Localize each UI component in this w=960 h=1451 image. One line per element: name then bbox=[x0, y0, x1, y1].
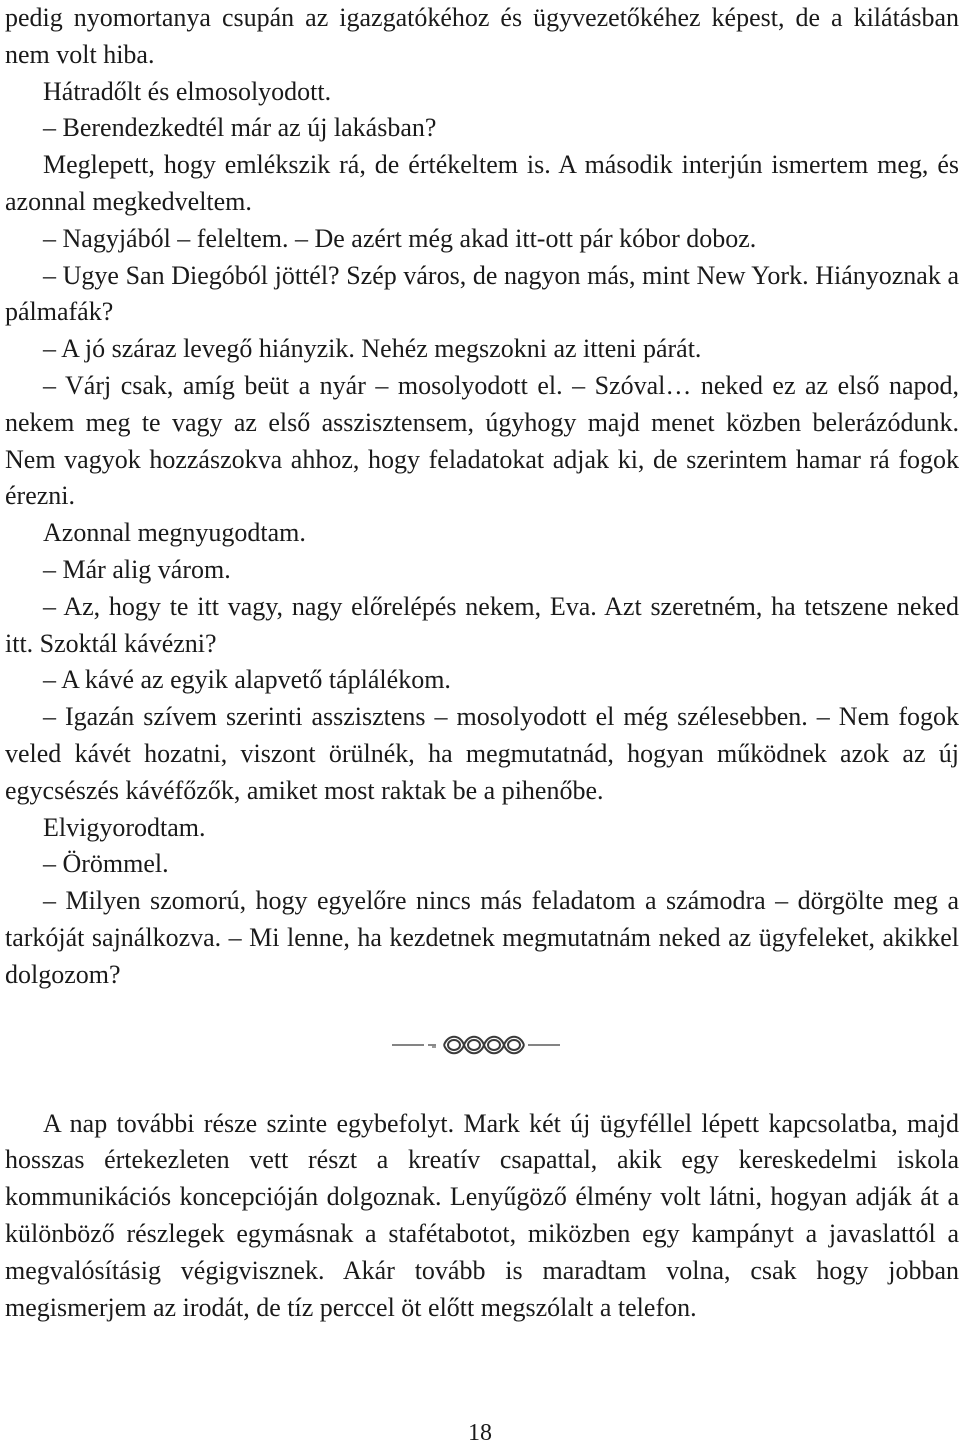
text-block-top bbox=[5, 0, 959, 994]
paragraph: – A jó száraz levegő hiányzik. Nehéz megszokni az itteni párát. bbox=[43, 334, 702, 364]
text-block-bottom bbox=[5, 1106, 959, 1327]
paragraph: – Örömmel. bbox=[43, 849, 169, 879]
paragraph: – Nagyjából – feleltem. – De azért még akad itt-ott pár kóbor doboz. bbox=[43, 223, 757, 253]
section-divider bbox=[5, 998, 959, 1088]
paragraph: – Már alig várom. bbox=[43, 554, 231, 584]
scroll-ornament-icon bbox=[392, 1028, 572, 1058]
page-number: 18 bbox=[468, 1420, 492, 1446]
paragraph: – A kávé az egyik alapvető táplálékom. bbox=[43, 665, 451, 695]
paragraph: – Az, hogy te itt vagy, nagy előrelépés nekem, Eva. Azt szeretném, ha tetszene neked itt. Szoktál kávézni? bbox=[5, 591, 959, 658]
paragraph: – Várj csak, amíg beüt a nyár – mosolyodott el. – Szóval… neked ez az első napod, nekem meg te vagy az első asszisztensem, úgyhogy majd menet közben belerázódunk. Nem vagyok hozzászokva ahhoz, hogy feladatokat adjak ki, de szerintem hamar rá fogok érezni. bbox=[5, 370, 959, 511]
paragraph: Meglepett, hogy emlékszik rá, de értékeltem is. A második interjún ismertem meg, és azonnal megkedveltem. bbox=[5, 150, 959, 216]
paragraph: Elvigyorodtam. bbox=[43, 812, 206, 842]
paragraph: – Ugye San Diegóból jöttél? Szép város, de nagyon más, mint New York. Hiányoznak a pálmafák? bbox=[5, 260, 959, 327]
paragraph: Azonnal megnyugodtam. bbox=[43, 518, 306, 548]
paragraph: A nap további része szinte egybefolyt. Mark két új ügyféllel lépett kapcsolatba, majd hosszas értekezleten vett részt a kreatív csapattal, akik egy kereskedelmi iskola kommunikációs koncepcióján dolgoznak. Lenyűgöző élmény volt látni, hogyan adják át a különböző részlegek egymásnak a stafétabotot, miközben egy kampányt a javaslattól a megvalósításig végigvisznek. Akár tovább is maradtam volna, csak hogy jobban megismerjem az irodát, de tíz perccel öt előtt megszólalt a telefon. bbox=[5, 1108, 959, 1322]
paragraph: pedig nyomortanya csupán az igazgatókéhoz és ügyvezetőkéhez képest, de a kilátásban nem volt hiba. bbox=[5, 3, 959, 69]
paragraph: – Milyen szomorú, hogy egyelőre nincs más feladatom a számodra – dörgölte meg a tarkóját sajnálkozva. – Mi lenne, ha kezdetnek megmutatnám neked az ügyfeleket, akikkel dolgozom? bbox=[5, 886, 959, 989]
paragraph: – Igazán szívem szerinti asszisztens – mosolyodott el még szélesebben. – Nem fogok veled kávét hozatni, viszont örülnék, ha megmutatnád, hogyan működnek azok az új egycsészés kávéfőzők, amiket most raktak be a pihenőbe. bbox=[5, 702, 959, 805]
paragraph: – Berendezkedtél már az új lakásban? bbox=[43, 113, 437, 143]
paragraph: Hátradőlt és elmosolyodott. bbox=[43, 76, 332, 106]
book-page bbox=[5, 0, 959, 1326]
